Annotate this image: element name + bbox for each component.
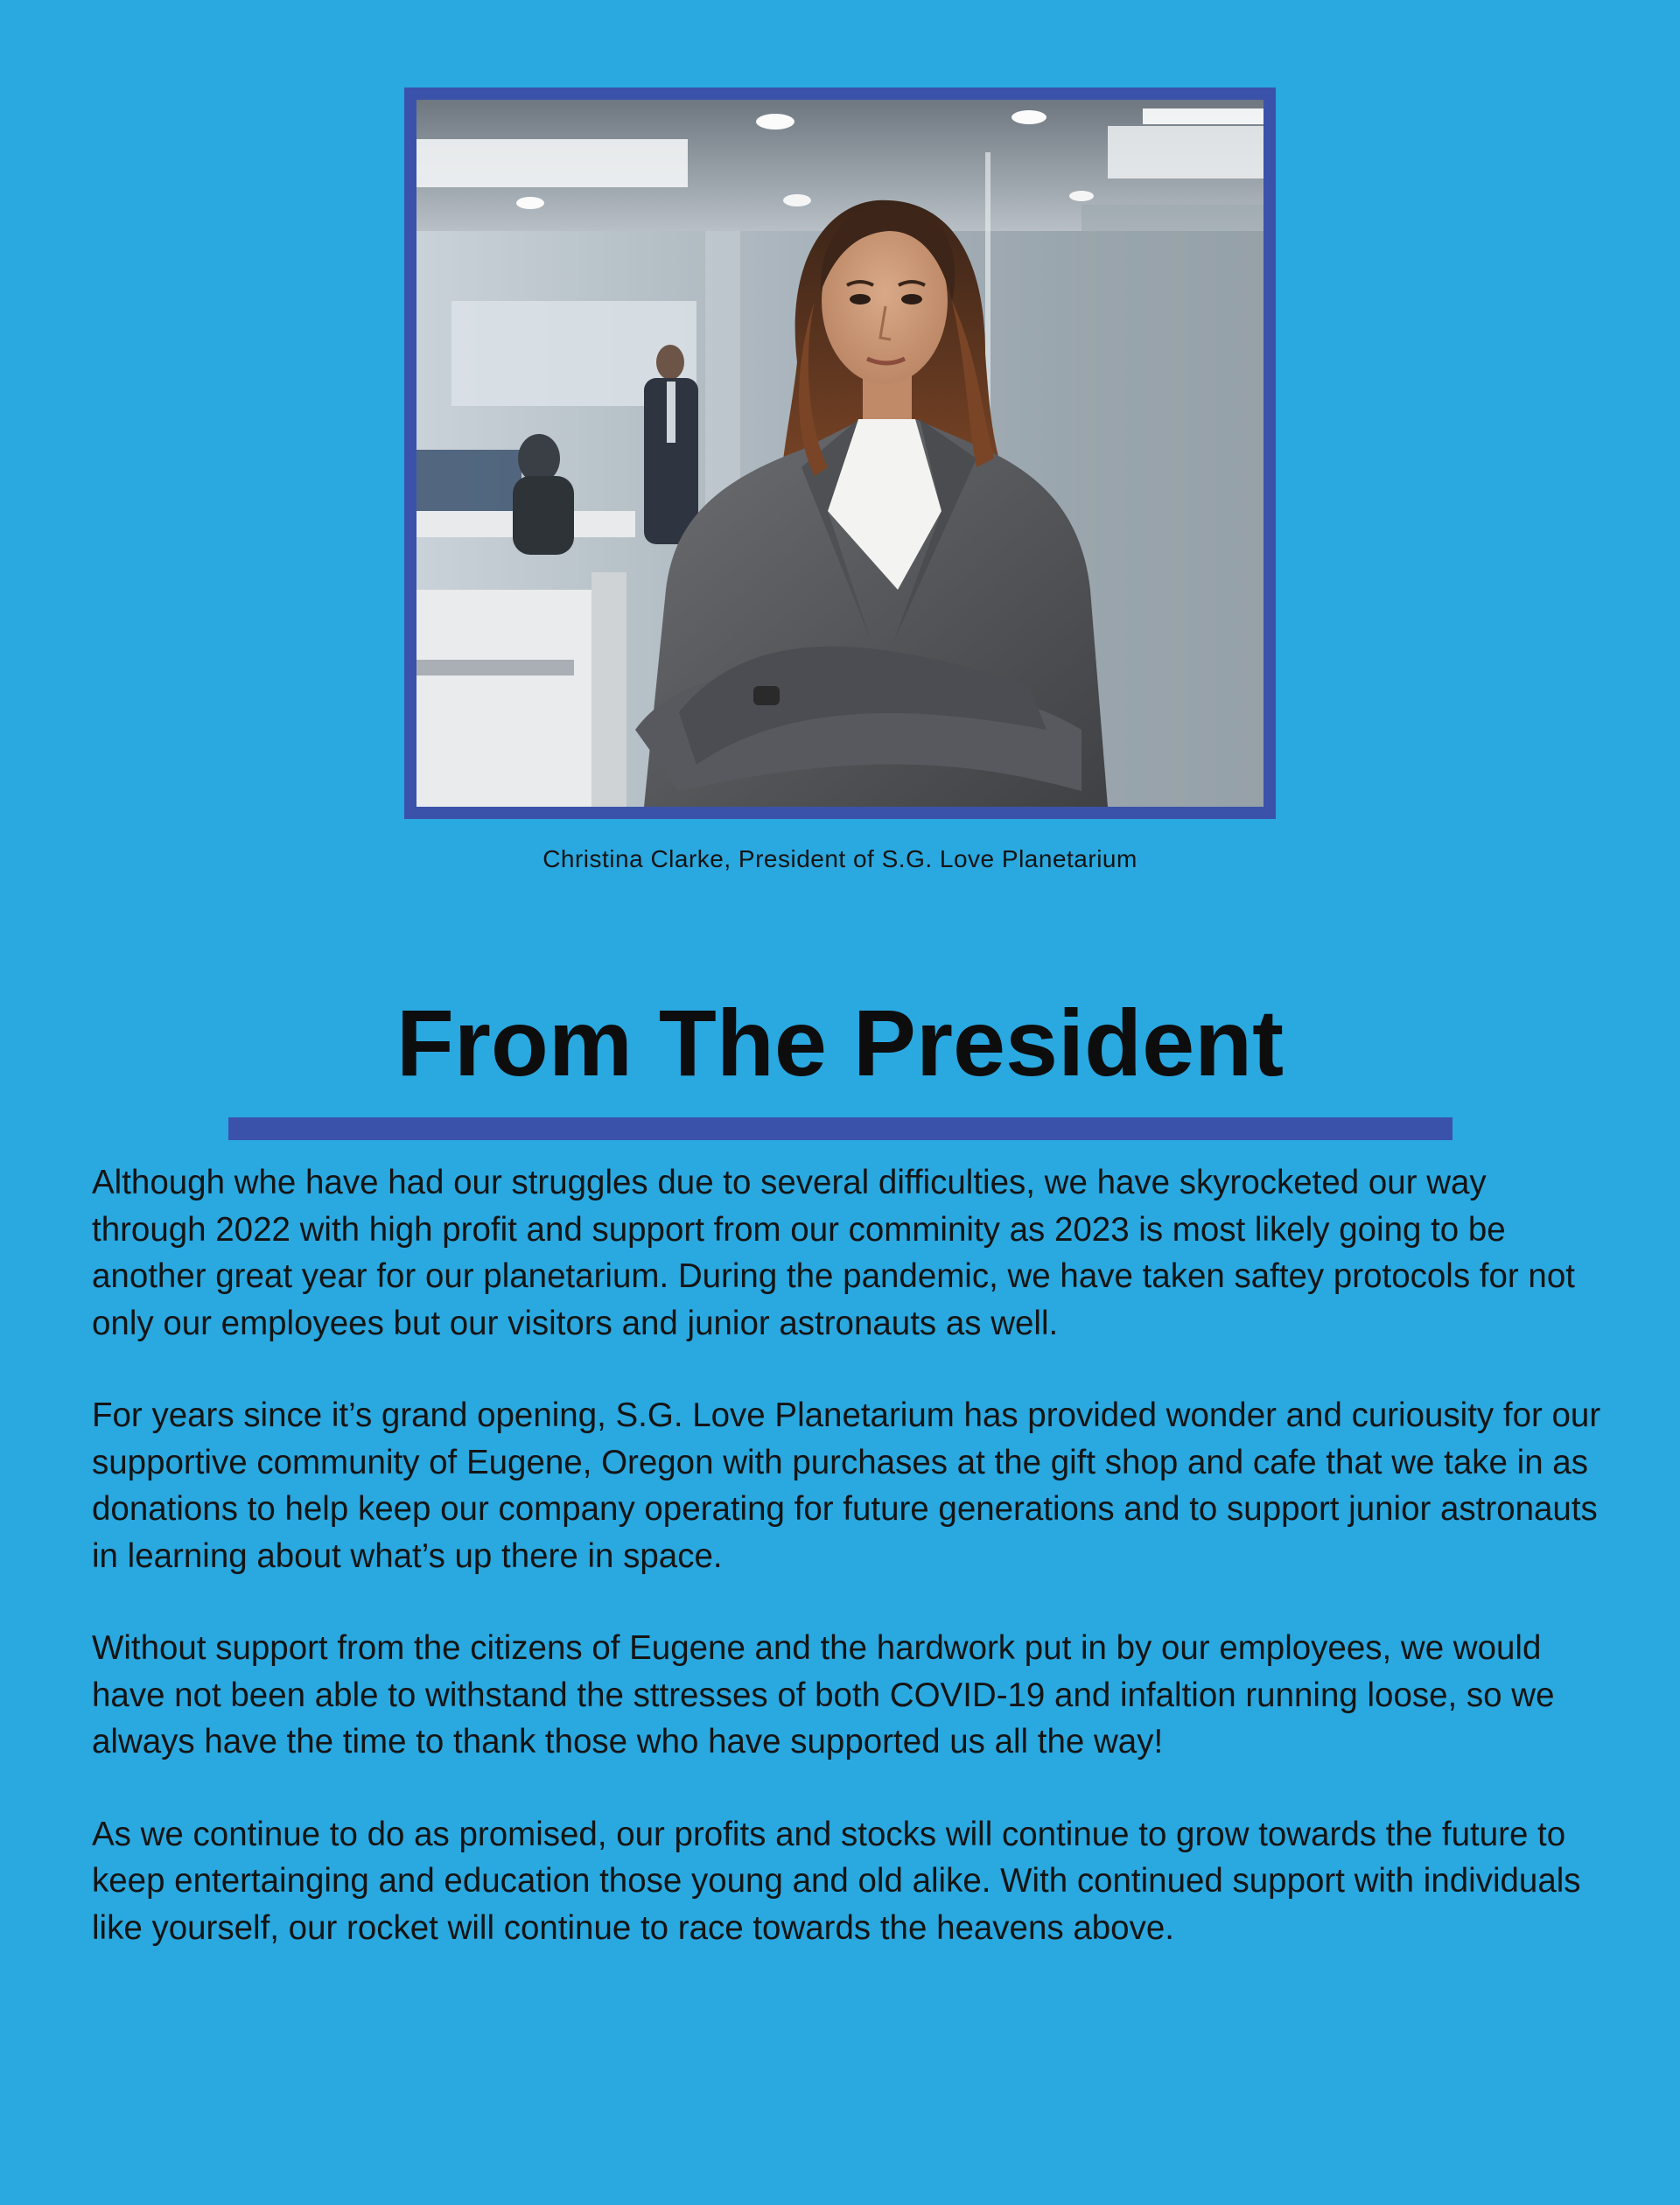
president-photo-frame [404, 88, 1276, 819]
president-photo [416, 100, 1264, 807]
photo-caption: Christina Clarke, President of S.G. Love Planetarium [542, 845, 1138, 872]
letter-paragraph-1: Although whe have had our struggles due to several difficulties, we have skyrocketed our way through 2022 with high profit and support from our comminity as 2023 is most likely going to be another great year for our planetarium. During the pandemic, we have taken saftey protocols for not only our employees but our visitors and junior astronauts as well. [92, 1164, 1575, 1342]
letter-body [92, 1159, 1606, 1997]
letter-paragraph-2: For years since it’s grand opening, S.G. Love Planetarium has provided wonder and curiousity for our supportive community of Eugene, Oregon with purchases at the gift shop and cafe that we take in as donations to help keep our company operating for future generations and to support junior astronauts in learning about what’s up there in space. [92, 1396, 1601, 1575]
letter-paragraph-3: Without support from the citizens of Eugene and the hardwork put in by our employees, we would have not been able to withstand the sttresses of both COVID-19 and infaltion running loose, so we always have the time to thank those who have supported us all the way! [92, 1629, 1555, 1760]
page-title: From The President [396, 990, 1284, 1096]
title-divider [228, 1117, 1452, 1140]
letter-paragraph-4: As we continue to do as promised, our profits and stocks will continue to grow towards the future to keep entertainging and education those young and old alike. With continued support with individuals like yourself, our rocket will continue to race towards the heavens above. [92, 1815, 1581, 1947]
